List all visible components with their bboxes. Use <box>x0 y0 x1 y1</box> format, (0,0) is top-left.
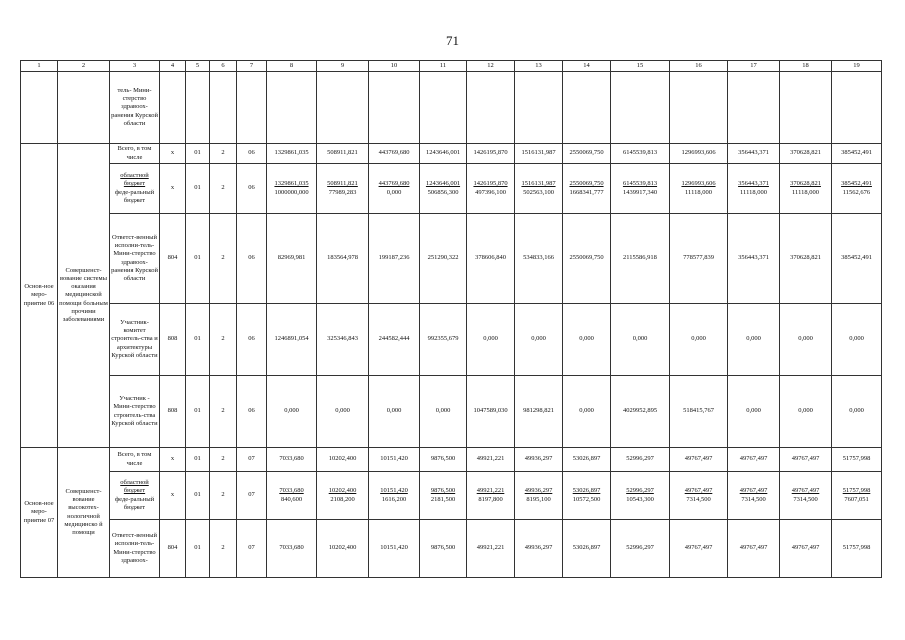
amount-value: 10202,400 <box>328 487 357 495</box>
amount-cell: 325346,843 <box>317 304 369 376</box>
amount-cell: 385452,491 <box>832 144 882 164</box>
amount-cell: 0,000 <box>317 376 369 448</box>
amount-value: 1668341,777 <box>569 188 604 196</box>
amount-value: 370628,821 <box>790 180 821 188</box>
amount-cell <box>611 164 670 214</box>
amount-value: 49936,297 <box>524 487 553 495</box>
table-row <box>21 214 882 304</box>
amount-cell: 10202,400 <box>317 448 369 472</box>
amount-cell <box>670 472 728 520</box>
amount-cell <box>728 164 780 214</box>
amount-value: 11118,000 <box>792 188 819 196</box>
header-cell: 12 <box>467 61 515 72</box>
amount-value: 385452,491 <box>841 180 872 188</box>
amount-cell: 53026,897 <box>563 520 611 578</box>
code-cell: 2 <box>210 472 237 520</box>
header-cell: 19 <box>832 61 882 72</box>
amount-cell <box>832 164 882 214</box>
amount-cell: 82969,981 <box>267 214 317 304</box>
code-cell: 07 <box>237 520 267 578</box>
table-row <box>21 72 882 144</box>
amount-cell: 0,000 <box>728 304 780 376</box>
amount-value: 506856,300 <box>427 188 459 196</box>
code-cell: x <box>160 472 186 520</box>
amount-cell: 0,000 <box>369 376 420 448</box>
code-cell: 01 <box>186 472 210 520</box>
code-cell: 06 <box>237 304 267 376</box>
code-cell: 01 <box>186 214 210 304</box>
cell <box>611 72 670 144</box>
amount-cell: 1296993,606 <box>670 144 728 164</box>
amount-value: 508911,821 <box>327 180 358 188</box>
header-cell: 17 <box>728 61 780 72</box>
cell <box>515 72 563 144</box>
header-row <box>21 61 882 72</box>
table-row <box>21 164 882 214</box>
code-cell: 06 <box>237 144 267 164</box>
code-cell: 07 <box>237 472 267 520</box>
cell <box>186 72 210 144</box>
amount-cell: 49921,221 <box>467 448 515 472</box>
code-cell: 2 <box>210 164 237 214</box>
amount-cell: 518415,767 <box>670 376 728 448</box>
executor-cell: Участник - Мини-стерство строитель-ства Курской области <box>110 376 160 448</box>
cell <box>160 72 186 144</box>
amount-cell: 992355,679 <box>420 304 467 376</box>
amount-cell: 183564,978 <box>317 214 369 304</box>
code-cell: x <box>160 144 186 164</box>
table-row <box>21 448 882 472</box>
amount-cell: 0,000 <box>780 376 832 448</box>
amount-cell <box>317 164 369 214</box>
amount-cell: 49767,497 <box>728 520 780 578</box>
amount-value: 11562,676 <box>842 188 871 196</box>
amount-cell: 53026,897 <box>563 448 611 472</box>
amount-cell <box>267 472 317 520</box>
header-cell: 6 <box>210 61 237 72</box>
amount-value: 52996,297 <box>626 487 654 495</box>
code-cell: 2 <box>210 520 237 578</box>
amount-cell: 49936,297 <box>515 448 563 472</box>
cell <box>58 72 110 144</box>
amount-value: 1329861,035 <box>274 180 309 188</box>
code-cell: 2 <box>210 214 237 304</box>
amount-cell: 7033,680 <box>267 520 317 578</box>
cell <box>420 72 467 144</box>
amount-cell: 356443,371 <box>728 144 780 164</box>
amount-cell: 0,000 <box>728 376 780 448</box>
amount-cell: 7033,680 <box>267 448 317 472</box>
amount-value: 1296993,606 <box>681 180 716 188</box>
cell <box>237 72 267 144</box>
amount-value: 1439917,340 <box>622 188 658 196</box>
event-name-cell: Основ-ное меро-приятие 07 <box>21 448 58 578</box>
amount-cell: 10151,420 <box>369 520 420 578</box>
code-cell: 804 <box>160 520 186 578</box>
executor-line: феде-ральный бюджет <box>114 495 155 511</box>
amount-value: 51757,998 <box>842 487 871 495</box>
header-cell: 15 <box>611 61 670 72</box>
amount-value: 2108,200 <box>330 495 355 503</box>
amount-cell: 356443,371 <box>728 214 780 304</box>
amount-value: 6145539,813 <box>622 180 658 188</box>
header-cell: 13 <box>515 61 563 72</box>
code-cell: x <box>160 164 186 214</box>
amount-cell: 1516131,987 <box>515 144 563 164</box>
amount-cell <box>420 164 467 214</box>
amount-cell: 51757,998 <box>832 448 882 472</box>
amount-cell: 52996,297 <box>611 520 670 578</box>
amount-cell: 49767,497 <box>670 448 728 472</box>
code-cell: 2 <box>210 448 237 472</box>
table-row <box>21 144 882 164</box>
amount-cell: 534833,166 <box>515 214 563 304</box>
header-cell: 3 <box>110 61 160 72</box>
amount-cell <box>420 472 467 520</box>
amount-value: 8195,100 <box>526 495 551 503</box>
code-cell: 01 <box>186 376 210 448</box>
executor-line: областной бюджет <box>120 479 149 495</box>
amount-cell <box>369 472 420 520</box>
executor-cell: Всего, в том числе <box>110 144 160 164</box>
amount-cell: 378606,840 <box>467 214 515 304</box>
amount-cell: 9876,500 <box>420 520 467 578</box>
header-cell: 16 <box>670 61 728 72</box>
event-description-cell: Совершенст-вование высокотех-нологичной медицинско й помощи <box>58 448 110 578</box>
budget-table <box>20 60 882 578</box>
amount-value: 7314,500 <box>686 495 711 503</box>
cell <box>832 72 882 144</box>
executor-line: феде-ральный бюджет <box>114 188 155 204</box>
amount-value: 49767,497 <box>739 487 768 495</box>
amount-cell: 2550069,750 <box>563 144 611 164</box>
amount-cell: 1047589,030 <box>467 376 515 448</box>
code-cell: 06 <box>237 214 267 304</box>
code-cell: 808 <box>160 304 186 376</box>
amount-cell: 508911,821 <box>317 144 369 164</box>
amount-cell: 2550069,750 <box>563 214 611 304</box>
amount-cell: 244582,444 <box>369 304 420 376</box>
code-cell: 07 <box>237 448 267 472</box>
amount-cell: 1246891,054 <box>267 304 317 376</box>
amount-value: 0,000 <box>386 188 402 196</box>
cell <box>563 72 611 144</box>
amount-cell: 9876,500 <box>420 448 467 472</box>
table-row <box>21 472 882 520</box>
header-cell: 4 <box>160 61 186 72</box>
amount-cell <box>780 472 832 520</box>
table-row <box>21 520 882 578</box>
executor-cell: Ответст-венный исполни-тель- Мини-стерство здравоох- <box>110 520 160 578</box>
code-cell: 01 <box>186 304 210 376</box>
amount-value: 8197,800 <box>478 495 503 503</box>
amount-cell: 10202,400 <box>317 520 369 578</box>
amount-cell <box>467 472 515 520</box>
header-cell: 7 <box>237 61 267 72</box>
table-row <box>21 304 882 376</box>
header-cell: 8 <box>267 61 317 72</box>
amount-value: 1000000,000 <box>274 188 309 196</box>
amount-cell <box>317 472 369 520</box>
amount-value: 443769,680 <box>378 180 410 188</box>
amount-cell <box>515 472 563 520</box>
code-cell: 06 <box>237 376 267 448</box>
amount-cell <box>369 164 420 214</box>
header-cell: 10 <box>369 61 420 72</box>
amount-cell: 1243646,001 <box>420 144 467 164</box>
amount-cell: 0,000 <box>832 304 882 376</box>
amount-cell: 0,000 <box>780 304 832 376</box>
amount-cell <box>611 472 670 520</box>
amount-value: 497396,100 <box>475 188 506 196</box>
header-cell: 14 <box>563 61 611 72</box>
code-cell: 804 <box>160 214 186 304</box>
amount-cell: 49767,497 <box>780 448 832 472</box>
amount-cell: 370628,821 <box>780 214 832 304</box>
cell <box>670 72 728 144</box>
cell <box>267 72 317 144</box>
amount-cell: 2115586,918 <box>611 214 670 304</box>
header-cell: 1 <box>21 61 58 72</box>
amount-cell: 370628,821 <box>780 144 832 164</box>
amount-value: 49921,221 <box>476 487 505 495</box>
amount-value: 2550069,750 <box>569 180 604 188</box>
amount-cell: 49936,297 <box>515 520 563 578</box>
code-cell: 2 <box>210 304 237 376</box>
amount-value: 49767,497 <box>791 487 820 495</box>
amount-value: 356443,371 <box>738 180 769 188</box>
amount-cell <box>728 472 780 520</box>
amount-cell: 51757,998 <box>832 520 882 578</box>
amount-cell: 0,000 <box>420 376 467 448</box>
amount-value: 53026,897 <box>572 487 601 495</box>
amount-value: 7314,500 <box>793 495 818 503</box>
page-number: 71 <box>446 33 459 48</box>
table-row <box>21 376 882 448</box>
amount-value: 7033,680 <box>279 487 304 495</box>
amount-value: 9876,500 <box>430 487 456 495</box>
cell <box>369 72 420 144</box>
amount-cell: 443769,680 <box>369 144 420 164</box>
amount-cell: 385452,491 <box>832 214 882 304</box>
code-cell: 2 <box>210 376 237 448</box>
executor-cell <box>110 472 160 520</box>
header-cell: 9 <box>317 61 369 72</box>
amount-cell: 981298,821 <box>515 376 563 448</box>
amount-cell <box>563 164 611 214</box>
amount-value: 1616,200 <box>381 495 407 503</box>
amount-cell: 0,000 <box>611 304 670 376</box>
event-description-cell: Совершенст-вование системы оказания медицинской помощи больным прочими заболеваниями <box>58 144 110 448</box>
cell <box>317 72 369 144</box>
executor-cell: Участник- комитет строитель-ства и архитектуры Курской области <box>110 304 160 376</box>
amount-cell: 1329861,035 <box>267 144 317 164</box>
amount-cell: 49921,221 <box>467 520 515 578</box>
executor-line: областной бюджет <box>120 172 149 188</box>
amount-cell <box>467 164 515 214</box>
amount-value: 1243646,001 <box>425 180 461 188</box>
code-cell: x <box>160 448 186 472</box>
amount-value: 7314,500 <box>741 495 766 503</box>
amount-cell: 199187,236 <box>369 214 420 304</box>
code-cell: 06 <box>237 164 267 214</box>
amount-value: 1516131,987 <box>521 180 556 188</box>
header-cell: 11 <box>420 61 467 72</box>
amount-cell: 1426195,870 <box>467 144 515 164</box>
event-name-cell: Основ-ное меро-приятие 06 <box>21 144 58 448</box>
code-cell: 808 <box>160 376 186 448</box>
cell <box>467 72 515 144</box>
amount-cell: 0,000 <box>832 376 882 448</box>
amount-value: 77989,283 <box>328 188 357 196</box>
amount-value: 11118,000 <box>740 188 767 196</box>
cell <box>780 72 832 144</box>
amount-cell: 251290,322 <box>420 214 467 304</box>
code-cell: 01 <box>186 448 210 472</box>
executor-cell <box>110 164 160 214</box>
amount-cell: 0,000 <box>467 304 515 376</box>
amount-cell: 0,000 <box>670 304 728 376</box>
cell <box>728 72 780 144</box>
amount-cell: 0,000 <box>563 376 611 448</box>
amount-cell: 49767,497 <box>670 520 728 578</box>
header-cell: 2 <box>58 61 110 72</box>
code-cell: 01 <box>186 164 210 214</box>
amount-value: 502563,100 <box>523 188 554 196</box>
amount-value: 10151,420 <box>380 487 408 495</box>
amount-value: 10543,300 <box>626 495 654 503</box>
amount-cell: 10151,420 <box>369 448 420 472</box>
amount-cell <box>267 164 317 214</box>
amount-cell: 4029952,895 <box>611 376 670 448</box>
executor-cell: Всего, в том числе <box>110 448 160 472</box>
amount-value: 7607,051 <box>844 495 869 503</box>
code-cell: 01 <box>186 520 210 578</box>
amount-cell: 49767,497 <box>780 520 832 578</box>
amount-cell: 49767,497 <box>728 448 780 472</box>
executor-cell: тель- Мини-стерство здравоох-ранения Курской области <box>110 72 160 144</box>
header-cell: 18 <box>780 61 832 72</box>
header-cell: 5 <box>186 61 210 72</box>
amount-value: 49767,497 <box>684 487 713 495</box>
amount-cell <box>515 164 563 214</box>
amount-cell: 778577,839 <box>670 214 728 304</box>
cell <box>21 72 58 144</box>
amount-value: 10572,500 <box>572 495 601 503</box>
amount-cell: 0,000 <box>563 304 611 376</box>
amount-cell: 6145539,813 <box>611 144 670 164</box>
amount-cell <box>832 472 882 520</box>
code-cell: 01 <box>186 144 210 164</box>
amount-cell: 52996,297 <box>611 448 670 472</box>
executor-cell: Ответст-венный исполни-тель- Мини-стерство здравоох-ранения Курской области <box>110 214 160 304</box>
amount-value: 2181,500 <box>430 495 456 503</box>
code-cell: 2 <box>210 144 237 164</box>
amount-value: 1426195,870 <box>473 180 508 188</box>
cell <box>210 72 237 144</box>
amount-cell: 0,000 <box>267 376 317 448</box>
amount-cell <box>670 164 728 214</box>
amount-value: 840,600 <box>280 495 303 503</box>
amount-cell: 0,000 <box>515 304 563 376</box>
amount-value: 11118,000 <box>685 188 712 196</box>
amount-cell <box>780 164 832 214</box>
amount-cell <box>563 472 611 520</box>
